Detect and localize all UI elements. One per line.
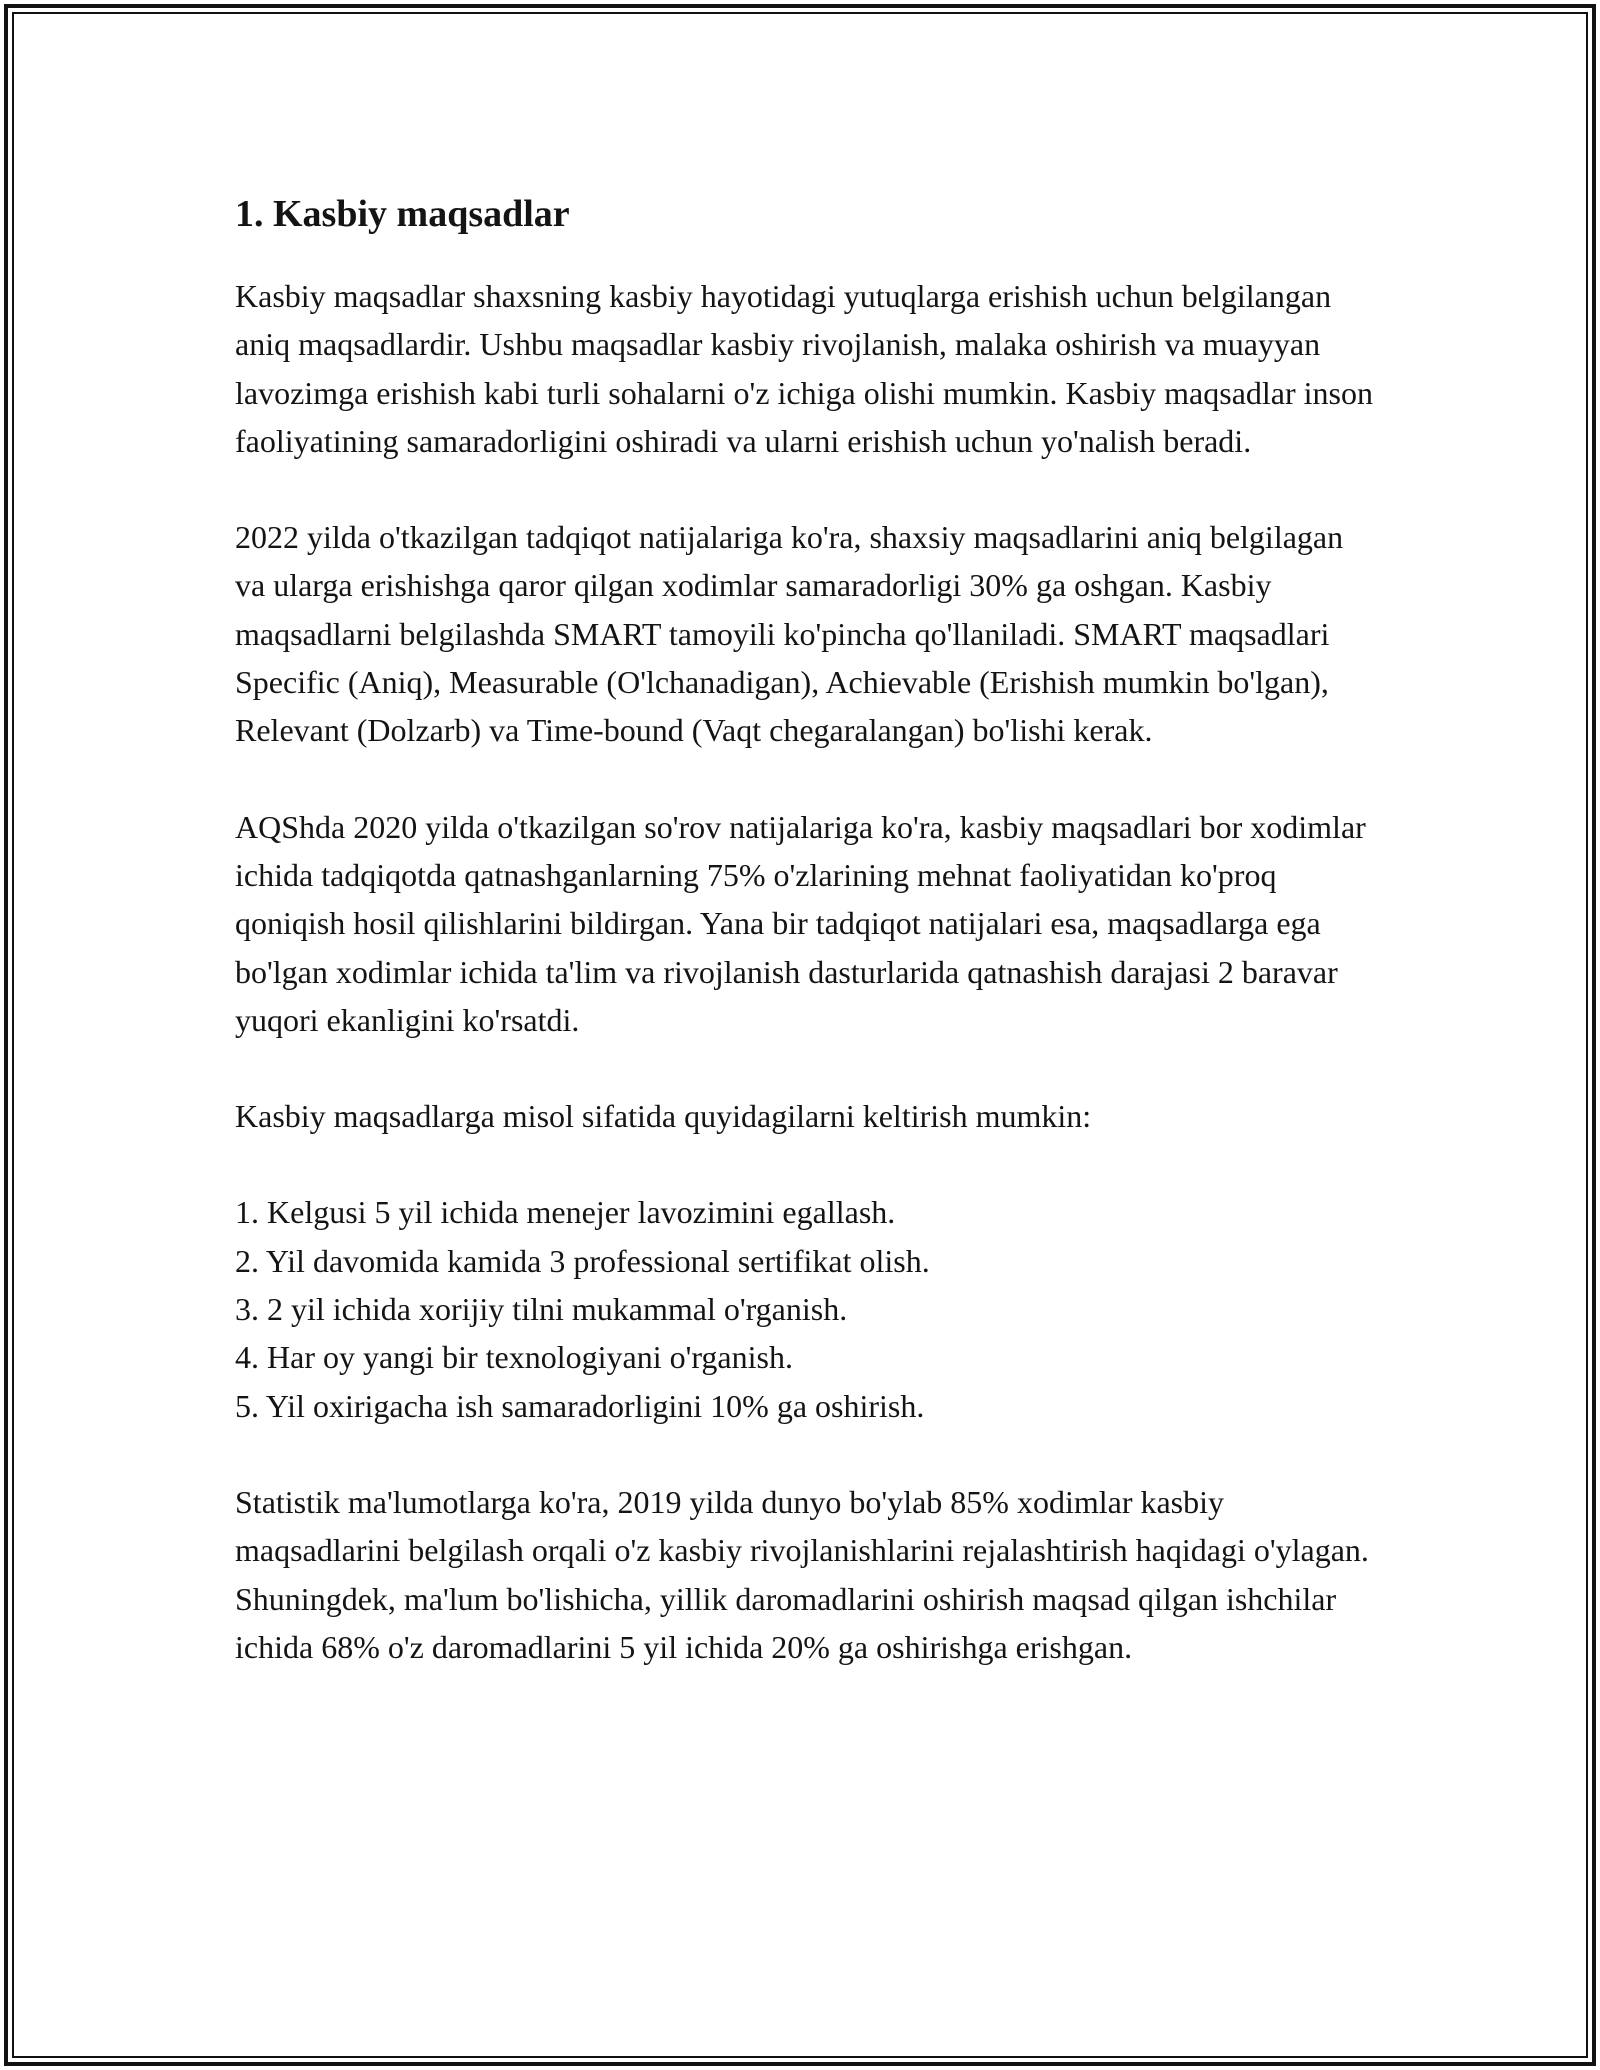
list-item: 2. Yil davomida kamida 3 professional sertifikat olish. xyxy=(235,1242,930,1279)
list-item: 3. 2 yil ichida xorijiy tilni mukammal o'rganish. xyxy=(235,1291,848,1328)
paragraph-definition: Kasbiy maqsadlar shaxsning kasbiy hayotidagi yutuqlarga erishish uchun belgilangan aniq maqsadlardir. Ushbu maqsadlar kasbiy rivojlanish, malaka oshirish va muayyan lavozimga erishish kabi turli sohalarni o'z ichiga olishi mumkin. Kasbiy maqsadlar inson faoliyatining samaradorligini oshiradi va ularni erishish uchun yo'nalish beradi. xyxy=(235,278,1373,459)
paragraph-smart: 2022 yilda o'tkazilgan tadqiqot natijalariga ko'ra, shaxsiy maqsadlarini aniq belgilagan va ularga erishishga qaror qilgan xodimlar samaradorligi 30% ga oshgan. Kasbiy maqsadlarni belgilashda SMART tamoyili ko'pincha qo'llaniladi. SMART maqsadlari Specific (Aniq), Measurable (O'lchanadigan), Achievable (Erishish mumkin bo'lgan), Relevant (Dolzarb) va Time-bound (Vaqt chegaralangan) bo'lishi kerak. xyxy=(235,519,1344,749)
list-item: 1. Kelgusi 5 yil ichida menejer lavozimini egallash. xyxy=(235,1194,896,1231)
section-heading: 1. Kasbiy maqsadlar xyxy=(235,193,570,235)
paragraph-survey: AQShda 2020 yilda o'tkazilgan so'rov natijalariga ko'ra, kasbiy maqsadlari bor xodimlar ichida tadqiqotda qatnashganlarning 75% o'zlarining mehnat faoliyatidan ko'proq qoniqish hosil qilishlarini bildirgan. Yana bir tadqiqot natijalari esa, maqsadlarga ega bo'lgan xodimlar ichida ta'lim va rivojlanish dasturlarida qatnashish darajasi 2 baravar yuqori ekanligini ko'rsatdi. xyxy=(235,808,1366,1038)
paragraph-examples-intro: Kasbiy maqsadlarga misol sifatida quyidagilarni keltirish mumkin: xyxy=(235,1098,1092,1135)
list-item: 5. Yil oxirigacha ish samaradorligini 10% ga oshirish. xyxy=(235,1387,925,1424)
document-body xyxy=(235,186,1375,1719)
examples-list xyxy=(235,1188,1375,1429)
paragraph-statistics: Statistik ma'lumotlarga ko'ra, 2019 yilda dunyo bo'ylab 85% xodimlar kasbiy maqsadlarini belgilash orqali o'z kasbiy rivojlanishlarini rejalashtirish haqidagi o'ylagan. Shuningdek, ma'lum bo'lishicha, yillik daromadlarini oshirish maqsad qilgan ishchilar ichida 68% o'z daromadlarini 5 yil ichida 20% ga oshirishga erishgan. xyxy=(235,1483,1369,1665)
list-item: 4. Har oy yangi bir texnologiyani o'rganish. xyxy=(235,1339,793,1376)
